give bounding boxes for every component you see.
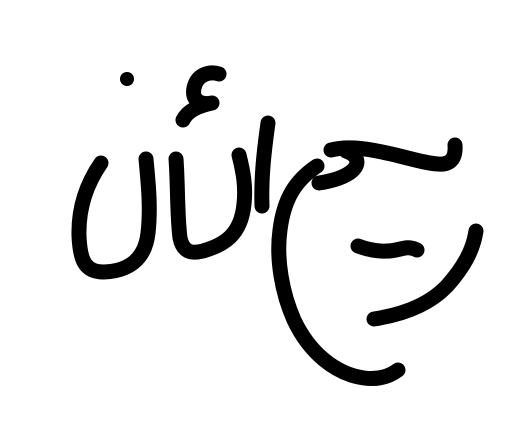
stroke-middle-mark xyxy=(358,246,417,251)
stroke-middle-letter xyxy=(176,155,245,252)
stroke-large-curve xyxy=(279,166,398,379)
dot-top-left xyxy=(120,72,134,86)
stroke-alef xyxy=(262,123,268,206)
stroke-top-hamza xyxy=(183,73,219,120)
stroke-left-letter xyxy=(79,159,149,272)
